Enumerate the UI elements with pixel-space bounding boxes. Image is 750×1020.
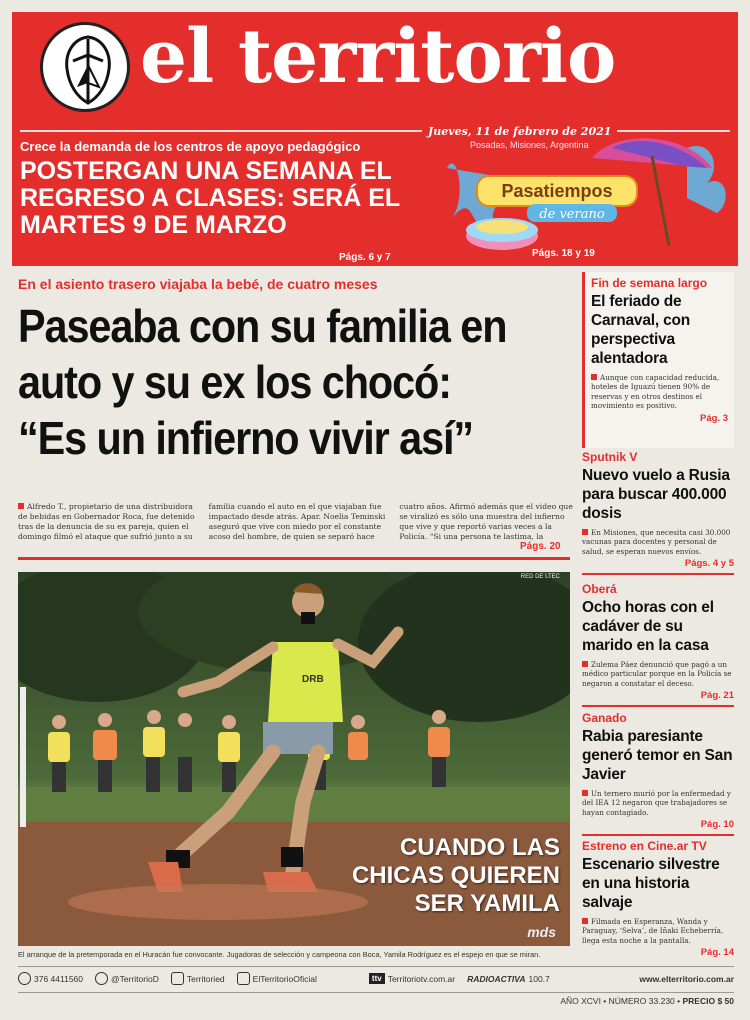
footer-radio-freq: 100.7 [528,973,550,984]
sidebar-divider [582,573,734,575]
footer-divider [18,992,734,993]
sidebar-body-text: Zulema Páez denunció que pagó a un médico particular porque en la Policía se negaron a constatar el deceso. [582,660,732,688]
photo-headline-line-1: CUANDO LAS [400,834,560,861]
pasatiempos-promo[interactable] [437,128,737,263]
sidebar-story-3[interactable] [582,582,734,707]
twitter-icon [95,972,108,985]
bullet-square-icon [582,529,588,535]
sidebar-body-text: En Misiones, que necesita casi 30.000 vacunas para docentes y personal de salud, se esperan nuevos envíos. [582,528,731,556]
sidebar-body-text: Filmada en Esperanza, Wanda y Paraguay, ‘Selva’, de Iñaki Echeberría, llega esta noche a la pantalla. [582,917,724,945]
sidebar-page: Pág. 21 [700,690,734,702]
sidebar-kicker: Estreno en Cine.ar TV [582,839,707,853]
bib-text: DRB [302,674,324,685]
footer-twitter[interactable] [95,972,159,985]
sidebar-headline[interactable]: Rabia paresiante generó temor en San Javier [582,728,733,783]
issue-date: Jueves, 11 de febrero de 2021 [422,125,617,138]
sidebar-body [582,528,734,556]
lead-pages: Págs. 20 [520,541,561,552]
photo-caption: El arranque de la pretemporada en el Huracán fue convocante. Jugadoras de selección y campeona con Boca, Yamila Rodríguez es el espejo en que se miran. [18,950,541,959]
sidebar-headline[interactable]: Escenario silvestre en una historia salvaje [582,856,720,911]
photo-headline-line-3: SER YAMILA [414,890,560,917]
footer-phone[interactable] [18,972,83,985]
section-divider [18,557,570,560]
bullet-square-icon [582,790,588,796]
footer-instagram-text: ElTerritorioOficial [252,973,317,984]
footer-phone-text: 376 4411560 [34,973,84,984]
masthead [12,12,738,266]
sidebar-story-5[interactable] [582,839,734,958]
sidebar-body [582,789,734,817]
sidebar-page: Pág. 14 [700,947,734,959]
sidebar-headline[interactable]: El feriado de Carnaval, con perspectiva alentadora [591,293,691,367]
sidebar-story-1[interactable] [582,272,734,448]
main-photo[interactable] [18,572,570,946]
edition-price: PRECIO $ 50 [682,996,734,1006]
sidebar-divider [582,834,734,836]
sidebar-kicker: Fin de semana largo [591,276,708,290]
footer-twitter-text: @TerritorioD [111,973,159,984]
footer-instagram[interactable] [237,972,317,985]
lead-kicker: En el asiento trasero viajaba la bebé, de cuatro meses [18,276,378,292]
sidebar-body [582,917,734,945]
sidebar-story-4[interactable] [582,711,734,836]
top-story-pages: Págs. 6 y 7 [339,252,391,263]
photo-credit: mds [527,924,556,940]
sidebar-body [591,373,728,411]
footer-tv-site: Territoriotv.com.ar [387,973,456,984]
promo-pages: Págs. 18 y 19 [532,248,595,259]
top-story-kicker: Crece la demanda de los centros de apoyo pedagógico [20,139,361,154]
sidebar-body [582,660,734,688]
sidebar-page: Págs. 4 y 5 [684,558,734,570]
footer-facebook-text: Territoried [186,973,225,984]
photo-headline-line-2: CHICAS QUIEREN [351,862,560,889]
newspaper-logo[interactable] [40,22,130,112]
lead-body [18,502,578,544]
promo-title: Pasatiempos [501,181,613,201]
promo-illustration [437,128,737,263]
sidebar-kicker: Oberá [582,582,617,596]
sidebar-page: Pág. 10 [700,819,734,831]
tv-badge: ttv [369,973,385,984]
footer-tv[interactable] [369,973,455,984]
sidebar-headline[interactable]: Ocho horas con el cadáver de su marido en la casa [582,599,714,654]
sidebar-page: Pág. 3 [700,412,728,424]
bullet-square-icon [582,918,588,924]
sidebar-body-text: Un ternero murió por la enfermedad y del IEA 12 negaron que trabajadores se hayan contagiado. [582,789,731,817]
sidebar-story-2[interactable] [582,450,734,575]
photo-credit-top: RED DE LTEC [520,574,560,580]
photo-headline[interactable] [352,834,560,918]
bullet-square-icon [582,661,588,667]
edition-info [560,996,734,1006]
footer [18,966,734,990]
sidebar-body-text: Aunque con capacidad reducida, hoteles de Iguazú tienen 90% de reservas y en otros destinos el movimiento es positivo. [591,373,720,411]
lead-headline[interactable]: Paseaba con su familia en auto y su ex los chocó: “Es un infierno vivir así” [18,300,507,464]
issue-city: Posadas, Misiones, Argentina [470,140,589,150]
lead-body-text: Alfredo T., propietario de una distribuidora de bebidas en Gobernador Roca, fue detenido tras de la denuncia de su ex pareja, quien el domingo filmó el ataque que sufrió junto a su familia cuando el auto en el que viajaban fue impactado desde atrás. Apar. Noelia Teminski aseguró que vive con miedo por el constante acoso del hombre, de quien se separó hace cuatro años. Afirmó además que el video que se viralizó es sólo una muestra del infierno que vive y que reportó varias veces a la Policía. “Si una persona te lastima, la [18,502,573,541]
footer-radio[interactable] [467,974,550,984]
sidebar-divider [582,705,734,707]
edition-number: AÑO XCVI • NÚMERO 33.230 • [560,996,681,1006]
whatsapp-icon [18,972,31,985]
facebook-icon [171,972,184,985]
bullet-square-icon [18,503,24,509]
sidebar-headline[interactable]: Nuevo vuelo a Rusia para buscar 400.000 dosis [582,467,730,522]
bullet-square-icon [591,374,597,380]
sidebar-kicker: Sputnik V [582,450,638,464]
footer-facebook[interactable] [171,972,225,985]
promo-subtitle: de verano [539,207,605,222]
instagram-icon [237,972,250,985]
brand-title[interactable]: el territorio [140,14,616,100]
top-story-headline[interactable]: POSTERGAN UNA SEMANA EL REGRESO A CLASES: SERÁ EL MARTES 9 DE MARZO [20,157,400,239]
sidebar-kicker: Ganado [582,711,627,725]
footer-website[interactable]: www.elterritorio.com.ar [639,973,734,984]
footer-radio-name: RADIOACTIVA [467,973,526,984]
